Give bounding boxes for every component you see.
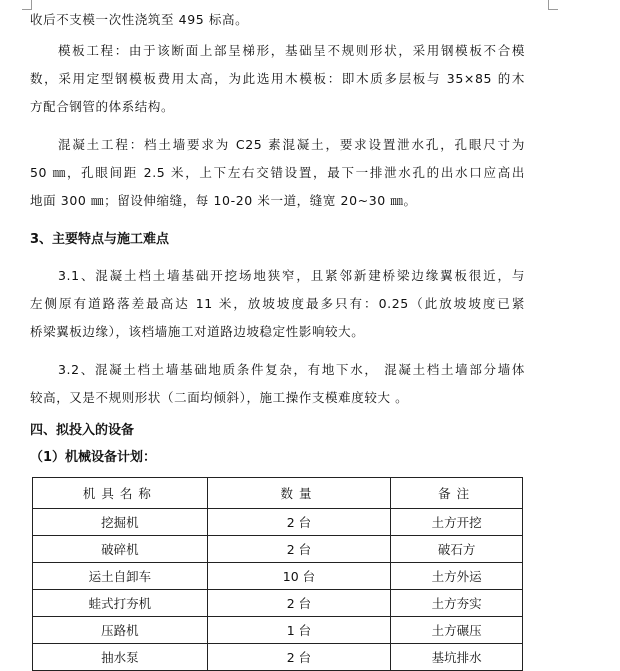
paragraph-line: 较高，又是不规则形状（二面均倾斜），施工操作支模难度较大 。 [30, 390, 409, 405]
paragraph-line: 50 ㎜，孔眼间距 2.5 米，上下左右交错设置，最下一排泄水孔的出水口应高出 [30, 165, 525, 180]
cell-quantity: 10 台 [207, 563, 391, 590]
paragraph-line: 3.1、混凝土档土墙基础开挖场地狭窄，且紧邻新建桥梁边缘翼板很近，与 [58, 268, 525, 283]
cell-quantity: 2 台 [207, 590, 391, 617]
paragraph-line: 3.2、混凝土档土墙基础地质条件复杂，有地下水， 混凝土档土墙部分墙体 [58, 362, 525, 377]
table-row [33, 644, 523, 671]
cell-name: 抽水泵 [33, 644, 208, 671]
page-corner-mark-left [22, 0, 32, 10]
table-row [33, 563, 523, 590]
cell-name: 蛙式打夯机 [33, 590, 208, 617]
table-row [33, 509, 523, 536]
cell-remark: 土方开挖 [391, 509, 523, 536]
paragraph-line: 混凝土工程：档土墙要求为 C25 素混凝土，要求设置泄水孔，孔眼尺寸为 [58, 137, 525, 152]
cell-quantity: 2 台 [207, 644, 391, 671]
cell-remark: 破石方 [391, 536, 523, 563]
paragraph-line: 方配合钢管的体系结构。 [30, 99, 175, 114]
cell-name: 压路机 [33, 617, 208, 644]
paragraph-line: 左侧原有道路落差最高达 11 米，放坡坡度最多只有：0.25（此放坡坡度已紧 [30, 296, 525, 311]
paragraph-line: 模板工程：由于该断面上部呈梯形，基础呈不规则形状，采用钢模板不合模 [58, 43, 525, 58]
cell-remark: 基坑排水 [391, 644, 523, 671]
section-heading: 3、主要特点与施工难点 [30, 232, 170, 247]
cell-quantity: 2 台 [207, 536, 391, 563]
cell-remark: 土方碾压 [391, 617, 523, 644]
page-corner-mark-right [548, 0, 558, 10]
header-cell-remark: 备注 [391, 478, 523, 509]
table-row [33, 536, 523, 563]
equipment-table [32, 477, 523, 671]
section-heading: 四、拟投入的设备 [30, 423, 135, 438]
cell-name: 运土自卸车 [33, 563, 208, 590]
cell-quantity: 2 台 [207, 509, 391, 536]
subsection-heading: （1）机械设备计划： [30, 450, 157, 465]
table-header-row [33, 478, 523, 509]
paragraph-line: 地面 300 ㎜；留设伸缩缝，每 10-20 米一道，缝宽 20~30 ㎜。 [30, 193, 417, 208]
paragraph-line: 桥梁翼板边缘），该档墙施工对道路边坡稳定性影响较大。 [30, 324, 365, 339]
cell-name: 破碎机 [33, 536, 208, 563]
header-cell-name: 机具名称 [33, 478, 208, 509]
cell-quantity: 1 台 [207, 617, 391, 644]
table-row [33, 590, 523, 617]
cell-remark: 土方外运 [391, 563, 523, 590]
header-cell-quantity: 数量 [207, 478, 391, 509]
paragraph-line: 数，采用定型钢模板费用太高，为此选用木模板：即木质多层板与 35×85 的木 [30, 71, 525, 86]
cell-name: 挖掘机 [33, 509, 208, 536]
paragraph-line: 收后不支模一次性浇筑至 495 标高。 [30, 12, 249, 27]
table-row [33, 617, 523, 644]
cell-remark: 土方夯实 [391, 590, 523, 617]
